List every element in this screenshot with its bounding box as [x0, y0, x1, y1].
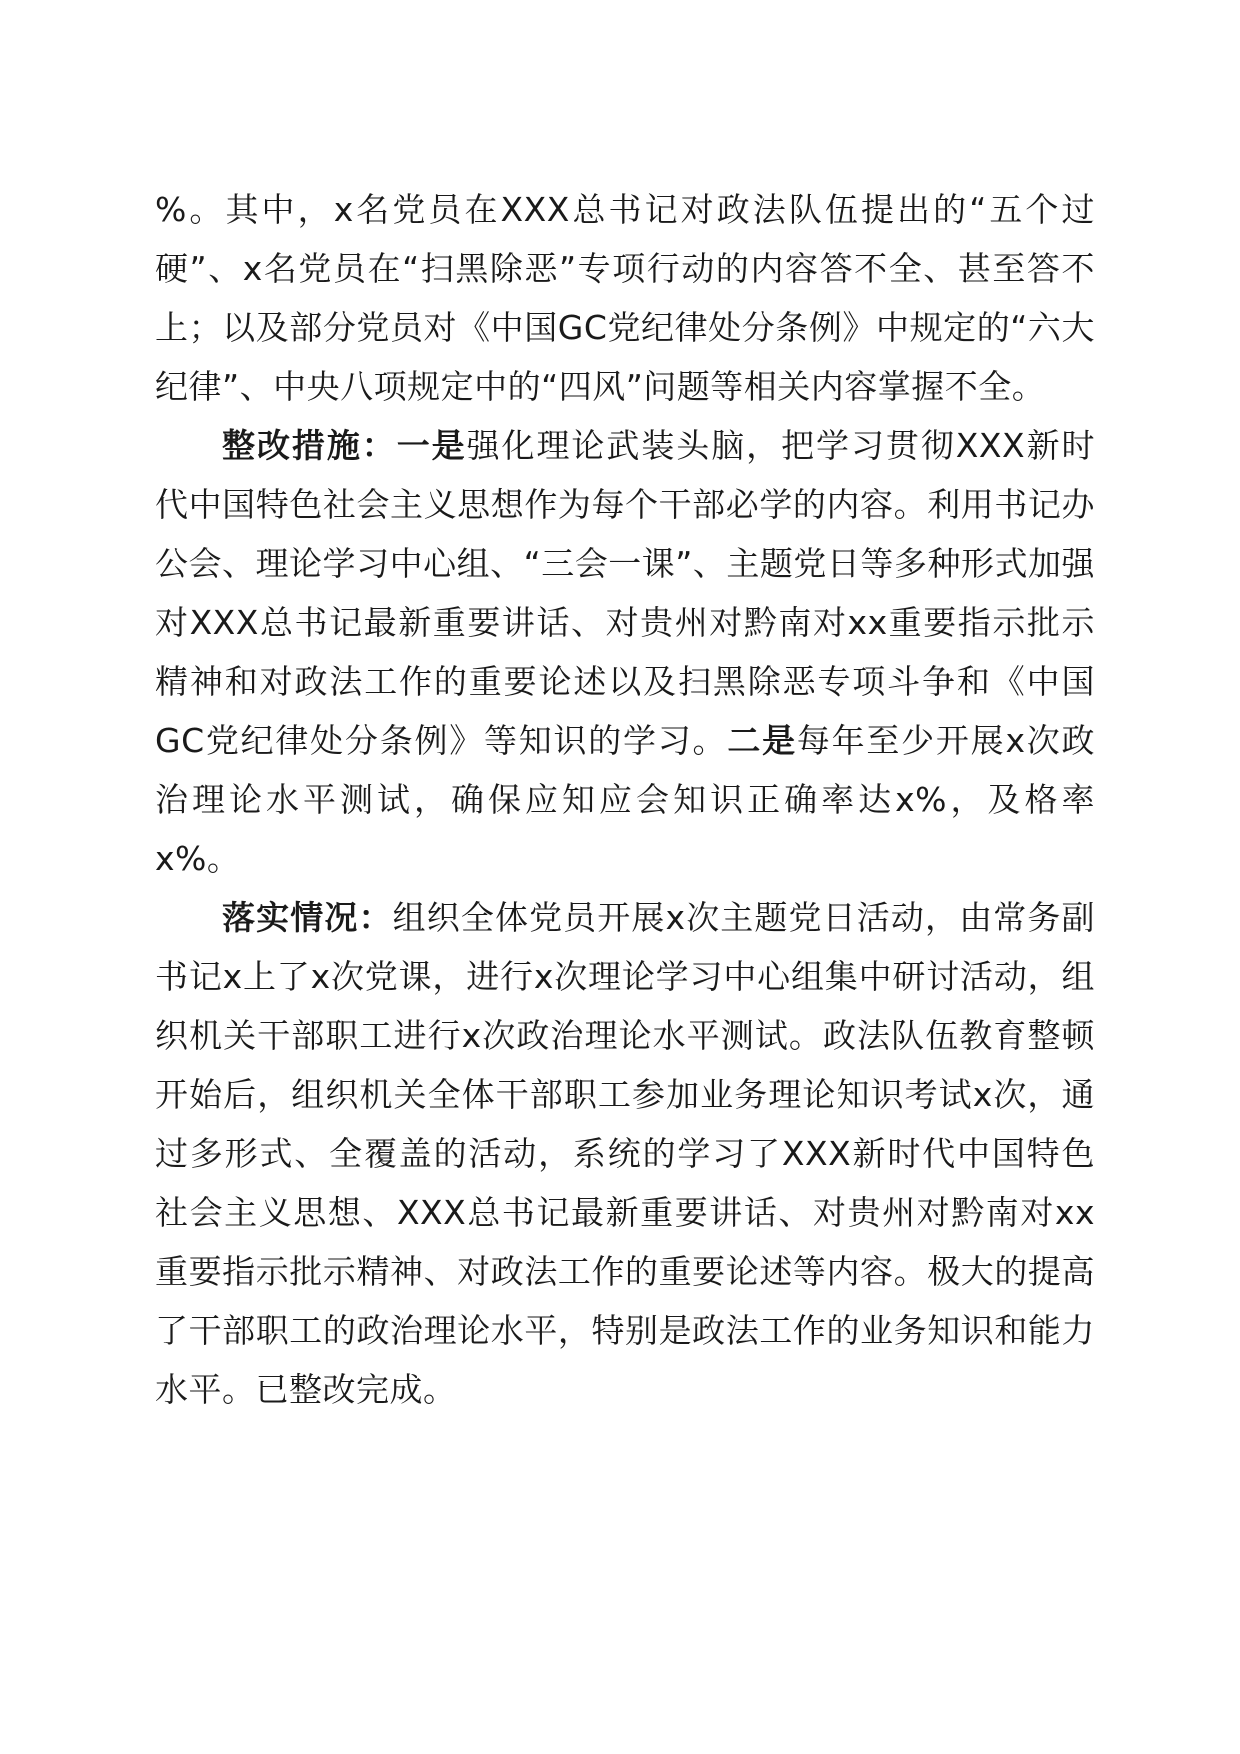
intro-text: %。其中，x名党员在XXX总书记对政法队伍提出的“五个过硬”、x名党员在“扫黑除恶”专项行动的内容答不全、甚至答不上；以及部分党员对《中国GC党纪律处分条例》中规定的“六大纪律”、中央八项规定中的“四风”问题等相关内容掌握不全。 — [155, 190, 1095, 406]
second-point-marker: 二是 — [727, 721, 797, 760]
second-point-text: 每年至少开展x次政治理论水平测试，确保应知应会知识正确率达x%，及格率x%。 — [155, 721, 1095, 878]
paragraph-rectification-measures — [155, 416, 1095, 888]
rectification-measures-label: 整改措施： — [222, 426, 397, 465]
paragraph-implementation-status — [155, 888, 1095, 1419]
first-point-text: 强化理论武装头脑，把学习贯彻XXX新时代中国特色社会主义思想作为每个干部必学的内容。利用书记办公会、理论学习中心组、“三会一课”、主题党日等多种形式加强对XXX总书记最新重要讲话、对贵州对黔南对xx重要指示批示精神和对政法工作的重要论述以及扫黑除恶专项斗争和《中国GC党纪律处分条例》等知识的学习。 — [155, 426, 1096, 760]
paragraph-intro-continuation — [155, 180, 1095, 416]
implementation-status-label: 落实情况： — [222, 898, 393, 937]
document-body — [155, 180, 1095, 1419]
implementation-status-text: 组织全体党员开展x次主题党日活动，由常务副书记x上了x次党课，进行x次理论学习中心组集中研讨活动，组织机关干部职工进行x次政治理论水平测试。政法队伍教育整顿开始后，组织机关全体干部职工参加业务理论知识考试x次，通过多形式、全覆盖的活动，系统的学习了XXX新时代中国特色社会主义思想、XXX总书记最新重要讲话、对贵州对黔南对xx重要指示批示精神、对政法工作的重要论述等内容。极大的提高了干部职工的政治理论水平，特别是政法工作的业务知识和能力水平。已整改完成。 — [155, 898, 1095, 1409]
first-point-marker: 一是 — [396, 426, 467, 465]
